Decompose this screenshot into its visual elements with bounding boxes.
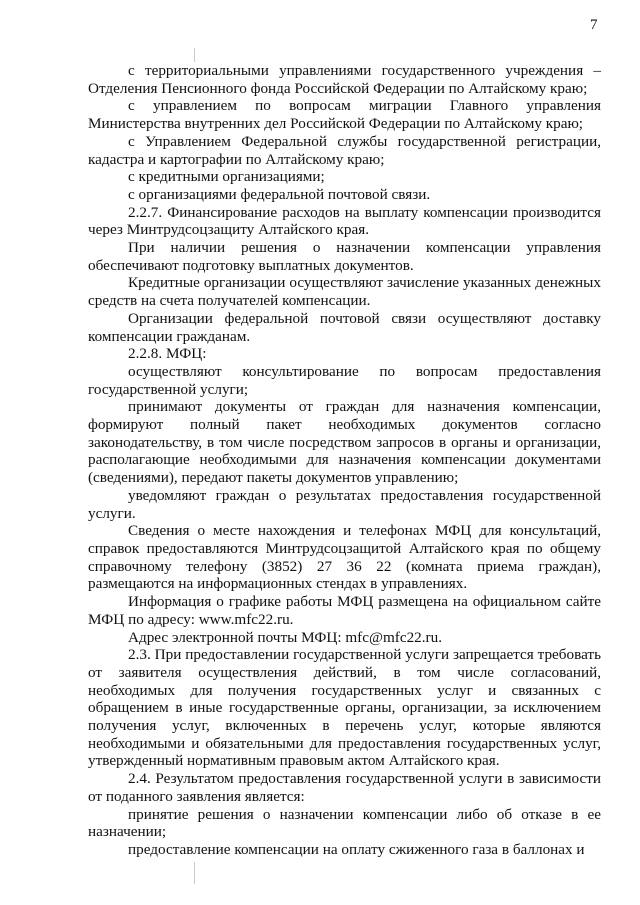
- scan-artifact-line: [194, 862, 195, 884]
- paragraph: с Управлением Федеральной службы государственной регистрации, кадастра и картографии по Алтайскому краю;: [88, 132, 601, 168]
- paragraph: Адрес электронной почты МФЦ: mfc@mfc22.ru.: [128, 628, 443, 646]
- paragraph: Кредитные организации осуществляют зачисление указанных денежных средств на счета получателей компенсации.: [88, 274, 601, 310]
- paragraph: с организациями федеральной почтовой связи.: [128, 185, 431, 203]
- paragraph: 2.4. Результатом предоставления государственной услуги в зависимости от поданного заявления является:: [88, 770, 601, 805]
- paragraph: с кредитными организациями;: [128, 168, 325, 186]
- paragraph: осуществляют консультирование по вопросам предоставления государственной услуги;: [88, 362, 601, 398]
- paragraph: 2.3. При предоставлении государственной услуги запрещается требовать от заявителя осуществления действий, в том числе согласований, необходимых для получения государственных услуг и связанных с обращением в иные государственные органы, организации, за исключением получения услуг, включенных в перечень услуг, которые являются необходимыми и обязательными для предоставления государственных услуг, утвержденный нормативным правовым актом Алтайского края.: [88, 646, 601, 770]
- paragraph: уведомляют граждан о результатах предоставления государственной услуги.: [88, 486, 601, 522]
- paragraph: При наличии решения о назначении компенсации управления обеспечивают подготовку выплатных документов.: [88, 239, 601, 274]
- paragraph: Сведения о месте нахождения и телефонах МФЦ для консультаций, справок предоставляются Минтрудсоцзащитой Алтайского края по общему справочному телефону (3852) 27 36 22 (комната приема граждан), размещаются на информационных стендах в управлениях.: [88, 522, 601, 593]
- paragraph: Информация о графике работы МФЦ размещена на официальном сайте МФЦ по адресу: www.mfc22.ru.: [88, 593, 601, 628]
- paragraph: принятие решения о назначении компенсации либо об отказе в ее назначении;: [88, 805, 601, 841]
- paragraph: с территориальными управлениями государственного учреждения – Отделения Пенсионного фонда Российской Федерации по Алтайскому краю;: [88, 62, 601, 97]
- paragraph: предоставление компенсации на оплату сжиженного газа в баллонах и: [128, 840, 585, 858]
- paragraph: с управлением по вопросам миграции Главного управления Министерства внутренних дел Российской Федерации по Алтайскому краю;: [88, 97, 601, 133]
- paragraph: 2.2.7. Финансирование расходов на выплату компенсации производится через Минтрудсоцзащиту Алтайского края.: [88, 203, 601, 239]
- scan-artifact-line: [194, 48, 195, 62]
- paragraph: 2.2.8. МФЦ:: [128, 345, 207, 363]
- document-body: [88, 62, 601, 859]
- page-number: 7: [590, 17, 598, 33]
- paragraph: Организации федеральной почтовой связи осуществляют доставку компенсации гражданам.: [88, 309, 601, 345]
- paragraph: принимают документы от граждан для назначения компенсации, формируют полный пакет необходимых документов согласно законодательству, в том числе посредством запросов в органы и организации, располагающие необходимыми для назначения компенсации документами (сведениями), передают пакеты документов управлению;: [88, 398, 601, 487]
